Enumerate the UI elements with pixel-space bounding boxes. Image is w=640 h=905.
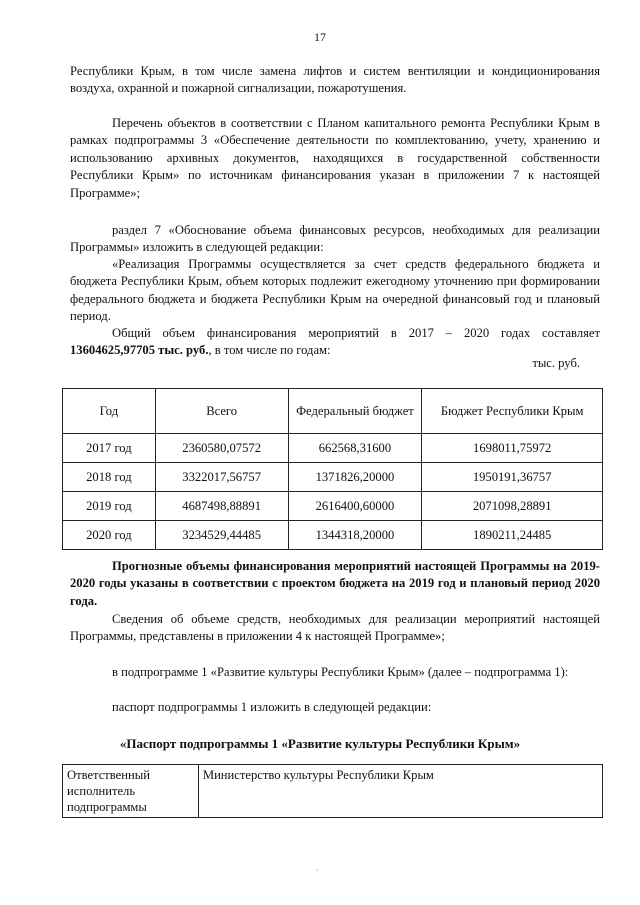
cell-regional: 2071098,28891 <box>422 492 603 521</box>
table-row <box>63 492 603 521</box>
cell-total: 4687498,88891 <box>155 492 288 521</box>
paragraph-passport-instruction: паспорт подпрограммы 1 изложить в следующей редакции: <box>112 700 432 714</box>
paragraph-funding-info: Сведения об объеме средств, необходимых для реализации мероприятий настоящей Программы, представлены в приложении 4 к настоящей Программе»; <box>70 612 600 644</box>
header-year: Год <box>63 389 156 434</box>
scan-mark: · <box>316 866 319 875</box>
cell-total: 3234529,44485 <box>155 521 288 550</box>
total-funding-text-end: , в том числе по годам: <box>208 343 331 358</box>
cell-federal: 1371826,20000 <box>288 463 422 492</box>
cell-year: 2018 год <box>63 463 156 492</box>
finance-table <box>62 388 603 550</box>
cell-federal: 662568,31600 <box>288 434 422 463</box>
table-row <box>63 521 603 550</box>
cell-total: 2360580,07572 <box>155 434 288 463</box>
table-row <box>63 463 603 492</box>
paragraph-subprogram-1: в подпрограмме 1 «Развитие культуры Республики Крым» (далее – подпрограмма 1): <box>112 665 569 679</box>
unit-label: тыс. руб. <box>532 356 580 370</box>
paragraph-continuation: Республики Крым, в том числе замена лифтов и систем вентиляции и кондиционирования воздуха, охранной и пожарной сигнализации, пожаротушения. <box>70 64 600 96</box>
header-total: Всего <box>155 389 288 434</box>
page-number: 17 <box>314 30 326 44</box>
passport-value-cell: Министерство культуры Республики Крым <box>198 765 602 818</box>
cell-year: 2020 год <box>63 521 156 550</box>
table-row <box>63 765 603 818</box>
cell-federal: 2616400,60000 <box>288 492 422 521</box>
table-row <box>63 434 603 463</box>
paragraph-forecast-funding: Прогнозные объемы финансирования мероприятий настоящей Программы на 2019-2020 годы указаны в соответствии с проектом бюджета на 2019 год и плановый период 2020 года. <box>70 559 600 608</box>
finance-table-header <box>63 389 603 434</box>
passport-heading: «Паспорт подпрограммы 1 «Развитие культуры Республики Крым» <box>119 736 521 751</box>
paragraph-program-funding: «Реализация Программы осуществляется за счет средств федерального бюджета и бюджета Республики Крым, объем которых подлежит ежегодному уточнению при формировании федерального бюджета и бюджета Республики Крым на очередной финансовый год и плановый период. <box>70 257 600 324</box>
header-federal: Федеральный бюджет <box>288 389 422 434</box>
cell-regional: 1698011,75972 <box>422 434 603 463</box>
header-regional: Бюджет Республики Крым <box>422 389 603 434</box>
cell-year: 2019 год <box>63 492 156 521</box>
paragraph-section-7: раздел 7 «Обоснование объема финансовых ресурсов, необходимых для реализации Программы» изложить в следующей редакции: <box>70 223 600 255</box>
total-funding-text: Общий объем финансирования мероприятий в 2017 – 2020 годах составляет <box>112 326 600 340</box>
cell-regional: 1950191,36757 <box>422 463 603 492</box>
cell-total: 3322017,56757 <box>155 463 288 492</box>
passport-table <box>62 764 603 818</box>
passport-label-cell: Ответственный исполнитель подпрограммы <box>63 765 199 818</box>
cell-regional: 1890211,24485 <box>422 521 603 550</box>
cell-year: 2017 год <box>63 434 156 463</box>
paragraph-total-funding <box>70 325 600 360</box>
total-funding-amount: 13604625,97705 тыс. руб. <box>70 343 209 358</box>
cell-federal: 1344318,20000 <box>288 521 422 550</box>
paragraph-capital-repair-list: Перечень объектов в соответствии с Планом капитального ремонта Республики Крым в рамках подпрограммы 3 «Обеспечение деятельности по комплектованию, учету, хранению и использованию архивных документов, находящихся в государственной собственности Республики Крым» по источникам финансирования указан в приложении 7 к настоящей Программе»; <box>70 116 600 200</box>
